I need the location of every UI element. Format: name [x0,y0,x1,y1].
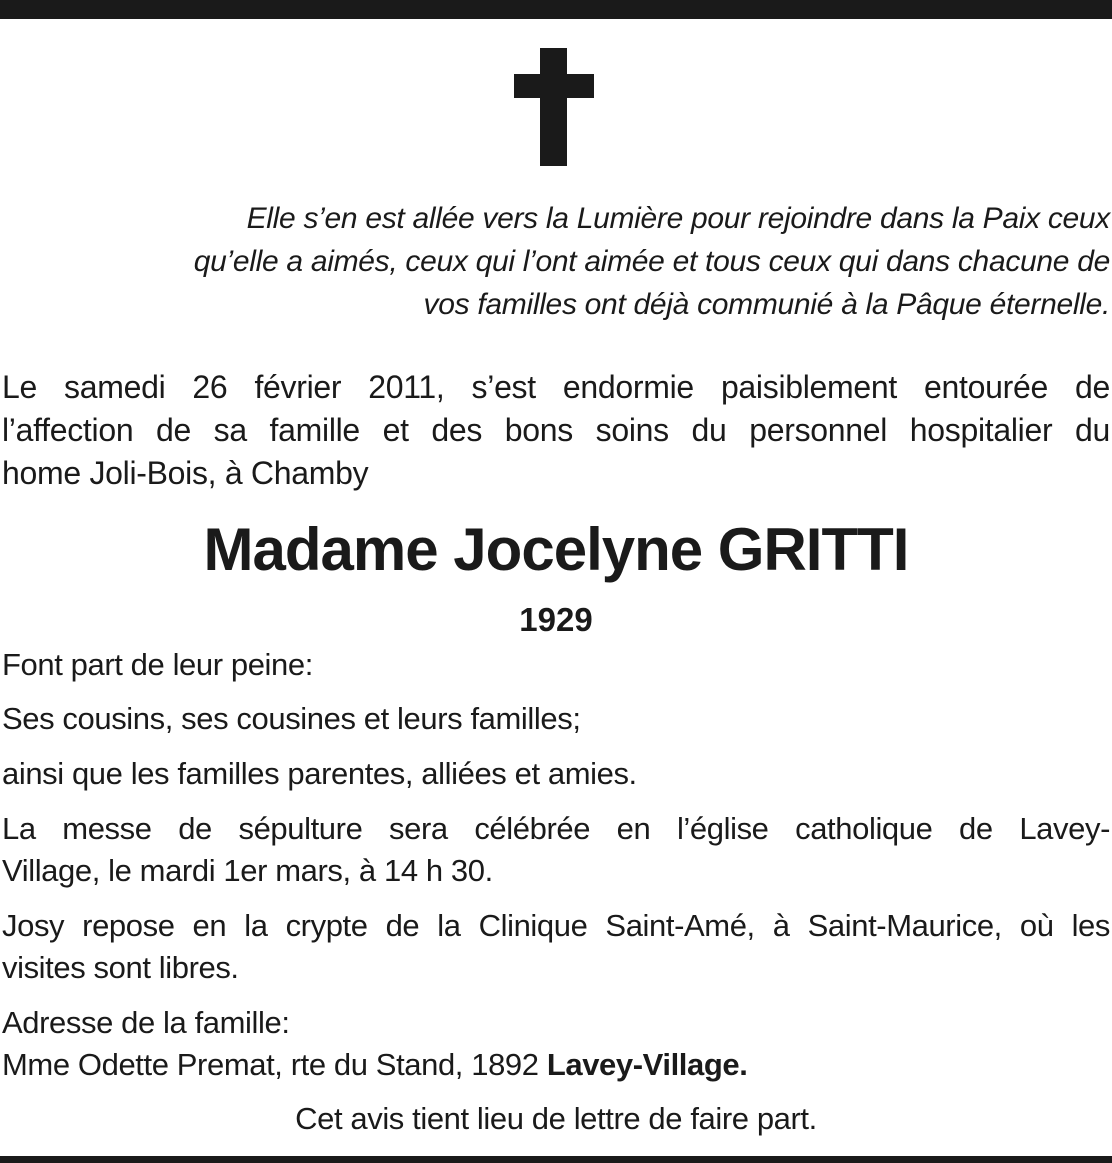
mourners-intro [2,644,1110,686]
rest-line-1: Josy repose en la crypte de la Clinique Saint-Amé, à Saint-Maurice, où les [2,908,1110,943]
announcement-line-3: home Joli-Bois, à Chamby [2,455,369,491]
cross-vertical-bar [540,48,567,166]
announcement-line-2: l’affection de sa famille et des bons soins du personnel hospitalier du [2,412,1110,448]
cross-horizontal-bar [514,74,594,98]
epigraph-quote [40,197,1110,326]
mass-line-1: La messe de sépulture sera célébrée en l’église catholique de Lavey- [2,811,1110,846]
mass-line-2: Village, le mardi 1er mars, à 14 h 30. [2,853,493,888]
quote-line-3: vos familles ont déjà communié à la Pâque éternelle. [423,288,1110,321]
latin-cross-icon [514,48,594,166]
address-line [2,1044,1110,1086]
birth-year: 1929 [519,601,593,638]
mass-details [2,808,1110,892]
address-label: Adresse de la famille: [2,1005,290,1040]
mourners-cousins-text: Ses cousins, ses cousines et leurs familles; [2,701,581,736]
mourners-cousins [2,698,1110,740]
quote-line-1: Elle s’en est allée vers la Lumière pour rejoindre dans la Paix ceux [246,202,1110,235]
quote-line-2: qu’elle a aimés, ceux qui l’ont aimée et tous ceux qui dans chacune de [193,245,1110,278]
address-city: Lavey-Village. [546,1047,748,1082]
announcement-line-1: Le samedi 26 février 2011, s’est endormie paisiblement entourée de [2,369,1110,405]
mourners-families-text: ainsi que les familles parentes, alliées et amies. [2,756,637,791]
address-text: Mme Odette Premat, rte du Stand, 1892 [2,1047,547,1082]
mourners-families [2,753,1110,795]
top-border-rule [0,0,1112,19]
death-announcement [2,366,1110,495]
rest-line-2: visites sont libres. [2,950,239,985]
deceased-name: Madame Jocelyne GRITTI [203,516,909,583]
mourners-intro-text: Font part de leur peine: [2,647,313,682]
bottom-border-rule [0,1156,1112,1163]
rest-details [2,905,1110,989]
family-address [2,1002,1110,1086]
footer-note: Cet avis tient lieu de lettre de faire part. [295,1101,817,1136]
